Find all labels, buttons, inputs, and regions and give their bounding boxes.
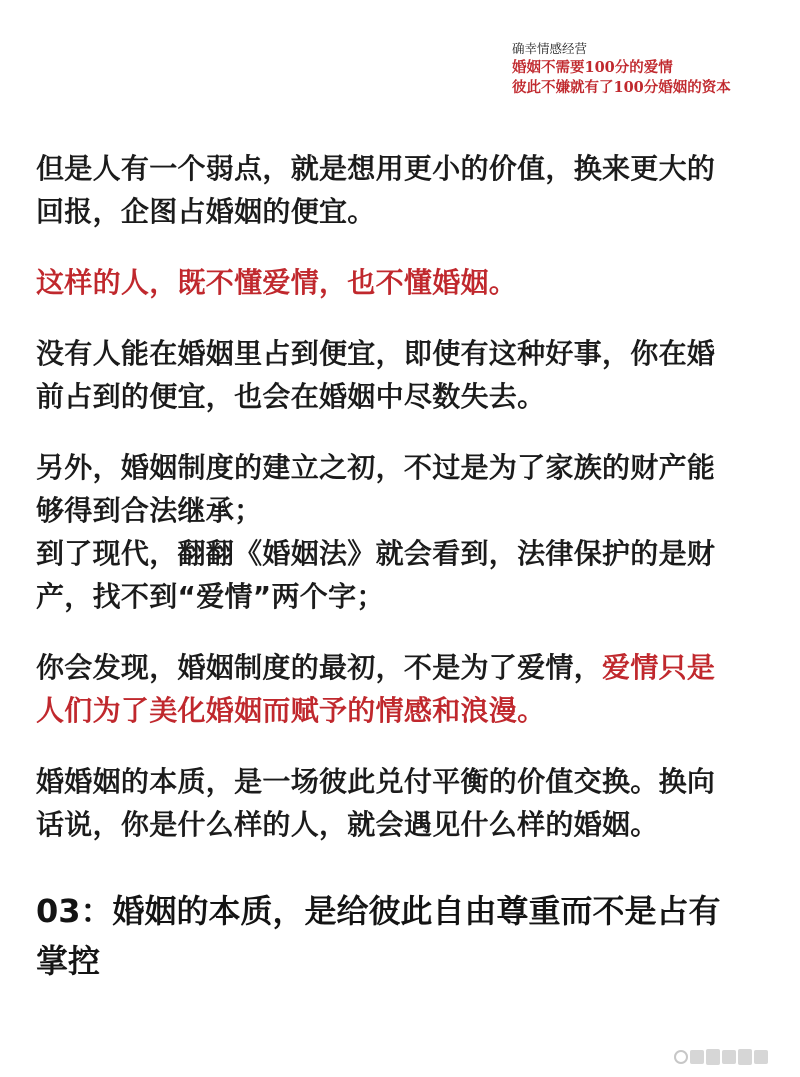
paragraph-7-line-1: 婚婚姻的本质，是一场彼此兑付平衡的价值交换。换向 <box>36 765 716 798</box>
watermark-block <box>738 1049 752 1065</box>
watermark-block <box>706 1049 720 1065</box>
paragraph-6 <box>36 646 771 732</box>
paragraph-1-line-2: 回报，企图占婚姻的便宜。 <box>36 195 376 228</box>
paragraph-4-line-1: 另外，婚姻制度的建立之初，不过是为了家族的财产能 <box>36 451 716 484</box>
watermark-block <box>754 1050 768 1064</box>
paragraph-2-line-1: 这样的人，既不懂爱情，也不懂婚姻。 <box>36 266 518 299</box>
paragraph-1 <box>36 147 771 233</box>
tagline-1: 婚姻不需要100分的爱情 <box>512 59 673 76</box>
paragraph-3-line-1: 没有人能在婚姻里占到便宜，即使有这种好事，你在婚 <box>36 337 716 370</box>
paragraph-6-text-red: 爱情只是 <box>602 651 716 684</box>
paragraph-3-line-2: 前占到的便宜，也会在婚姻中尽数失去。 <box>36 380 546 413</box>
watermark-icon <box>674 1049 768 1065</box>
section-heading-line-2: 掌控 <box>36 942 101 980</box>
brand-name: 确幸情感经营 <box>512 41 588 56</box>
paragraph-4 <box>36 446 771 532</box>
paragraph-7-line-2: 话说，你是什么样的人，就会遇见什么样的婚姻。 <box>36 808 659 841</box>
paragraph-3 <box>36 332 771 418</box>
watermark-block <box>690 1050 704 1064</box>
paragraph-6-text-black: 你会发现，婚姻制度的最初，不是为了爱情， <box>36 651 603 684</box>
paragraph-5-line-2: 产，找不到“爱情”两个字； <box>36 580 385 613</box>
header-block <box>512 40 792 98</box>
watermark-block <box>722 1050 736 1064</box>
watermark-circle <box>674 1050 688 1064</box>
paragraph-2-highlight <box>36 261 771 304</box>
paragraph-5 <box>36 532 771 618</box>
paragraph-1-line-1: 但是人有一个弱点，就是想用更小的价值，换来更大的 <box>36 152 716 185</box>
article-body <box>36 147 771 986</box>
section-heading-line-1: 03：婚姻的本质，是给彼此自由尊重而不是占有 <box>36 892 721 930</box>
paragraph-7 <box>36 760 771 846</box>
paragraph-6-line-2: 人们为了美化婚姻而赋予的情感和浪漫。 <box>36 694 546 727</box>
paragraph-4-line-2: 够得到合法继承； <box>36 494 263 527</box>
tagline-2: 彼此不嫌就有了100分婚姻的资本 <box>512 79 731 96</box>
section-heading <box>36 886 771 986</box>
paragraph-6-line-1 <box>36 646 771 689</box>
paragraph-5-line-1: 到了现代，翻翻《婚姻法》就会看到，法律保护的是财 <box>36 537 716 570</box>
